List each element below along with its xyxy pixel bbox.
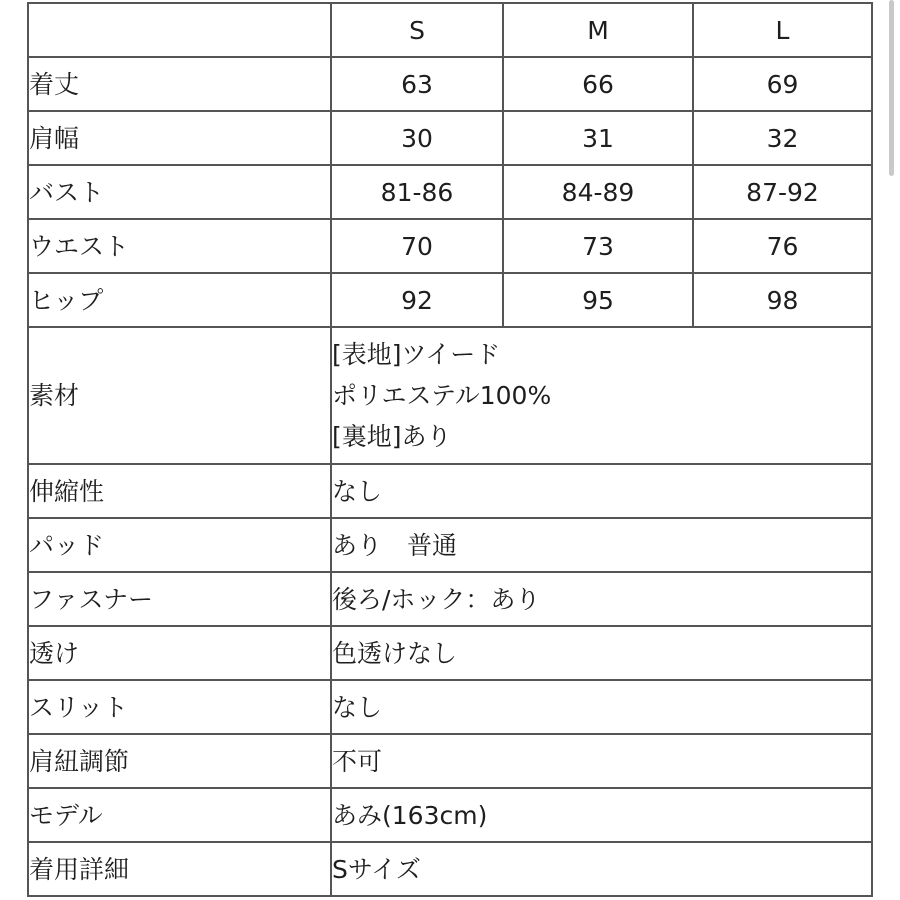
detail-label: モデル — [28, 788, 331, 842]
measurement-value-m: 84-89 — [503, 165, 693, 219]
measurement-value-s: 70 — [331, 219, 503, 273]
detail-label: ファスナー — [28, 572, 331, 626]
measurement-value-l: 32 — [693, 111, 872, 165]
header-corner-cell — [28, 3, 331, 57]
measurement-value-m: 31 — [503, 111, 693, 165]
measurement-row-hip — [28, 273, 872, 327]
measurement-label: ヒップ — [28, 273, 331, 327]
detail-row-sheerness — [28, 626, 872, 680]
measurement-label: 肩幅 — [28, 111, 331, 165]
detail-value: なし — [331, 680, 872, 734]
size-header-m: M — [503, 3, 693, 57]
measurement-value-l: 69 — [693, 57, 872, 111]
detail-row-material — [28, 327, 872, 464]
measurement-value-l: 76 — [693, 219, 872, 273]
detail-value: なし — [331, 464, 872, 518]
detail-value: あり 普通 — [331, 518, 872, 572]
material-line-lining: [裏地]あり — [332, 422, 452, 451]
measurement-value-l: 98 — [693, 273, 872, 327]
detail-row-strap-adjust — [28, 734, 872, 788]
measurement-label: ウエスト — [28, 219, 331, 273]
size-header-l: L — [693, 3, 872, 57]
detail-value-material — [331, 327, 872, 464]
detail-label: 素材 — [28, 327, 331, 464]
size-header-s: S — [331, 3, 503, 57]
measurement-value-m: 95 — [503, 273, 693, 327]
detail-label: パッド — [28, 518, 331, 572]
detail-row-pad — [28, 518, 872, 572]
detail-row-slit — [28, 680, 872, 734]
measurement-value-s: 30 — [331, 111, 503, 165]
detail-label: 肩紐調節 — [28, 734, 331, 788]
measurement-value-s: 92 — [331, 273, 503, 327]
measurement-row-length — [28, 57, 872, 111]
detail-value: 色透けなし — [331, 626, 872, 680]
material-line-outer: [表地]ツイード — [332, 340, 501, 369]
measurement-value-m: 73 — [503, 219, 693, 273]
detail-label: スリット — [28, 680, 331, 734]
measurement-label: 着丈 — [28, 57, 331, 111]
vertical-scrollbar[interactable] — [889, 0, 894, 176]
measurement-value-s: 81-86 — [331, 165, 503, 219]
detail-label: 着用詳細 — [28, 842, 331, 896]
material-line-fabric: ポリエステル100% — [332, 381, 552, 410]
detail-label: 伸縮性 — [28, 464, 331, 518]
measurement-label: バスト — [28, 165, 331, 219]
measurement-value-s: 63 — [331, 57, 503, 111]
detail-value: 不可 — [331, 734, 872, 788]
detail-row-fastener — [28, 572, 872, 626]
measurement-row-bust — [28, 165, 872, 219]
measurement-row-waist — [28, 219, 872, 273]
size-header-row — [28, 3, 872, 57]
detail-value: Sサイズ — [331, 842, 872, 896]
size-spec-table — [27, 2, 873, 897]
measurement-row-shoulder — [28, 111, 872, 165]
detail-label: 透け — [28, 626, 331, 680]
detail-row-worn-size — [28, 842, 872, 896]
detail-row-model — [28, 788, 872, 842]
detail-value: 後ろ/ホック：あり — [331, 572, 872, 626]
measurement-value-l: 87-92 — [693, 165, 872, 219]
measurement-value-m: 66 — [503, 57, 693, 111]
detail-value: あみ(163cm) — [331, 788, 872, 842]
detail-row-stretch — [28, 464, 872, 518]
